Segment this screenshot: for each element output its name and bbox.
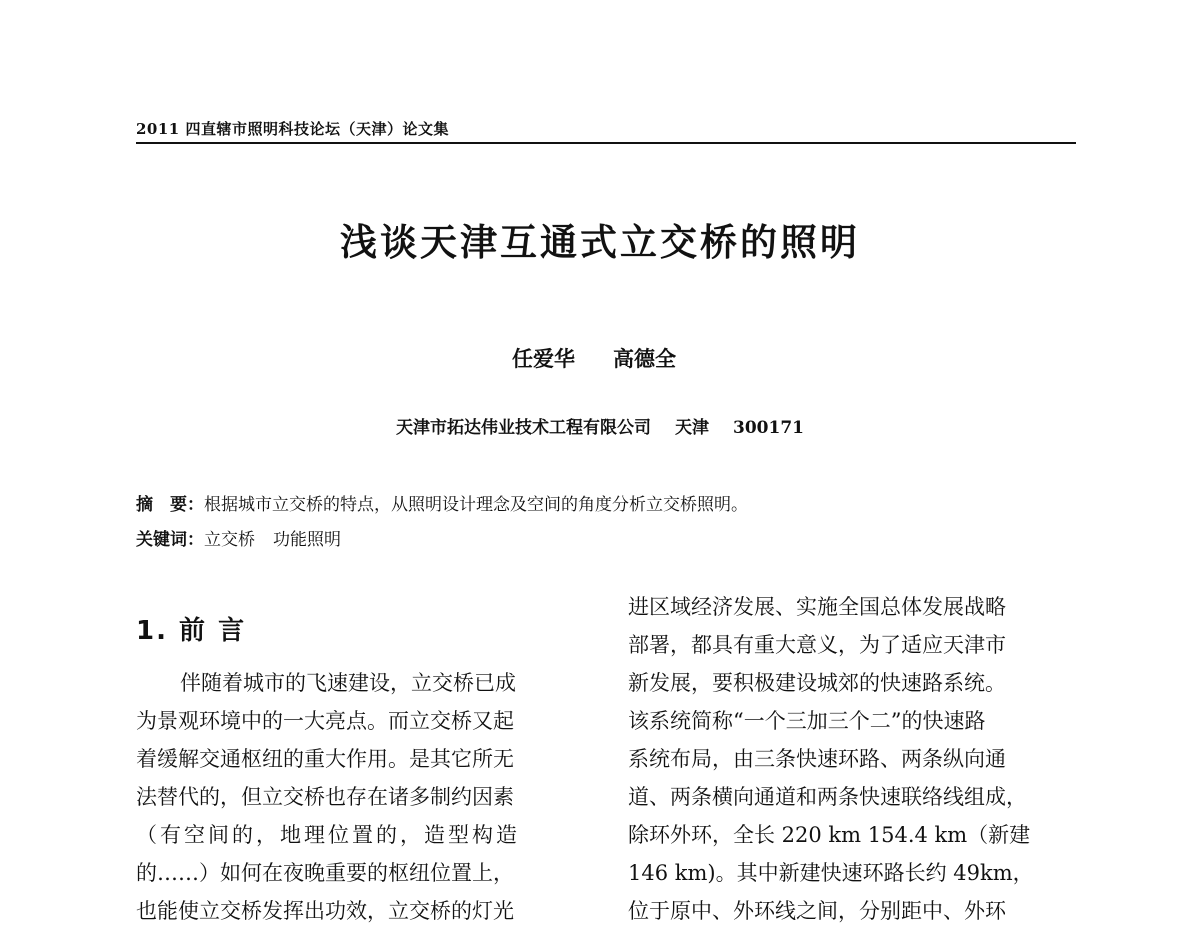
keywords-label: 关键词： (136, 530, 204, 550)
body-line: 该系统简称“一个三加三个二”的快速路 (628, 709, 986, 733)
body-line: 除环外环，全长 220 km 154.4 km（新建 (628, 823, 1031, 847)
affiliation-org: 天津市拓达伟业技术工程有限公司 (396, 418, 651, 438)
body-line: 道、两条横向通道和两条快速联络线组成， (628, 785, 1027, 809)
abstract-label: 摘 要： (136, 495, 204, 515)
abstract-text: 根据城市立交桥的特点，从照明设计理念及空间的角度分析立交桥照明。 (204, 495, 748, 515)
keyword: 功能照明 (273, 530, 341, 550)
body-line: 为景观环境中的一大亮点。而立交桥又起 (136, 709, 514, 733)
paper-title: 浅谈天津互通式立交桥的照明 (340, 221, 860, 264)
right-column (628, 588, 1034, 930)
body-line: 也能使立交桥发挥出功效，立交桥的灯光 (136, 899, 514, 923)
author-name: 高德全 (613, 346, 676, 371)
body-line: 位于原中、外环线之间，分别距中、外环 (628, 899, 1006, 923)
body-line: （有空间的，地理位置的，造型构造 (136, 823, 520, 847)
body-line: 的……）如何在夜晚重要的枢纽位置上， (136, 861, 514, 885)
body-line: 法替代的，但立交桥也存在诸多制约因素 (136, 785, 514, 809)
header-rule (136, 142, 1076, 144)
section-heading: 1. 前 言 (136, 616, 247, 646)
author-name: 任爱华 (512, 346, 575, 371)
body-line: 进区域经济发展、实施全国总体发展战略 (628, 595, 1006, 619)
body-line: 着缓解交通枢纽的重大作用。是其它所无 (136, 747, 514, 771)
authors (512, 343, 676, 373)
affiliation-city: 天津 (675, 418, 709, 438)
body-line: 伴随着城市的飞速建设，立交桥已成 (180, 671, 516, 695)
keyword: 立交桥 (204, 530, 255, 550)
affiliation (0, 413, 1200, 438)
left-column (136, 664, 520, 930)
abstract (136, 490, 748, 515)
body-line: 系统布局，由三条快速环路、两条纵向通 (628, 747, 1006, 771)
body-line: 146 km)。其中新建快速环路长约 49km， (628, 861, 1034, 885)
body-line: 部署，都具有重大意义，为了适应天津市 (628, 633, 1006, 657)
running-header: 2011 四直辖市照明科技论坛（天津）论文集 (136, 120, 449, 138)
keywords (136, 525, 359, 550)
body-line: 新发展，要积极建设城郊的快速路系统。 (628, 671, 1006, 695)
affiliation-postcode: 300171 (733, 418, 804, 438)
